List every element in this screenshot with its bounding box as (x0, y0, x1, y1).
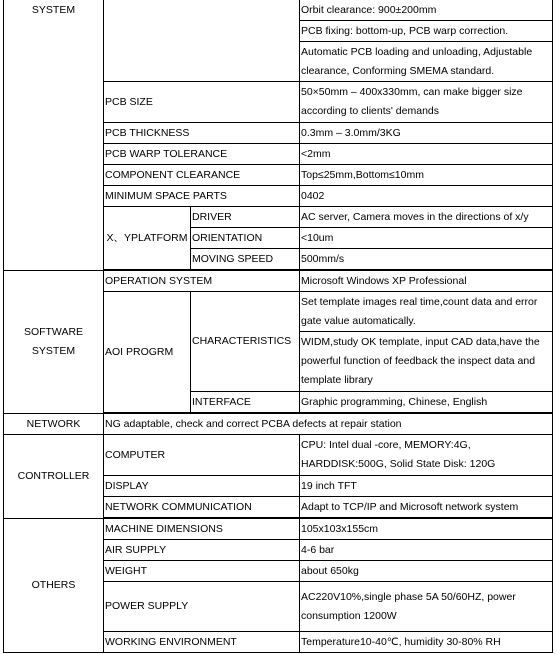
environment-value: Temperature10-40℃, humidity 30-80% RH (300, 632, 553, 653)
power-supply-label: POWER SUPPLY (104, 582, 300, 632)
pcb-fixing-value: PCB fixing: bottom-up, PCB warp correction. (300, 21, 553, 42)
air-supply-label: AIR SUPPLY (104, 540, 300, 561)
os-label: OPERATION SYSTEM (104, 271, 300, 292)
table-row (4, 0, 553, 21)
min-space-value: 0402 (300, 186, 553, 207)
pcb-size-label: PCB SIZE (104, 82, 300, 123)
computer-value: CPU: Intel dual -core, MEMORY:4G, HARDDISK:500G, Solid State Disk: 120G (300, 435, 553, 476)
category-system: SYSTEM (4, 0, 104, 271)
driver-label: DRIVER (191, 207, 300, 228)
table-row (4, 271, 553, 292)
auto-loading-value: Automatic PCB loading and unloading, Adjustable clearance, Conforming SMEMA standard. (300, 42, 553, 82)
net-comm-value: Adapt to TCP/IP and Microsoft network system (300, 497, 553, 518)
table-row (4, 519, 553, 540)
pcb-warp-value: <2mm (300, 144, 553, 165)
orbit-clearance-value: Orbit clearance: 900±200mm (300, 0, 553, 21)
dimensions-label: MACHINE DIMENSIONS (104, 519, 300, 540)
category-others: OTHERS (4, 519, 104, 653)
interface-label: INTERFACE (191, 392, 300, 413)
empty-cell (104, 0, 300, 82)
air-supply-value: 4-6 bar (300, 540, 553, 561)
min-space-label: MINIMUM SPACE PARTS (104, 186, 300, 207)
weight-label: WEIGHT (104, 561, 300, 582)
environment-label: WORKING ENVIRONMENT (104, 632, 300, 653)
pcb-thickness-label: PCB THICKNESS (104, 123, 300, 144)
os-value: Microsoft Windows XP Professional (300, 271, 553, 292)
driver-value: AC server, Camera moves in the directions of x/y (300, 207, 553, 228)
network-value: NG adaptable, check and correct PCBA defects at repair station (104, 414, 553, 435)
spec-table (3, 0, 553, 653)
component-clearance-value: Top≤25mm,Bottom≤10mm (300, 165, 553, 186)
power-supply-value: AC220V10%,single phase 5A 50/60HZ, power consumption 1200W (300, 582, 553, 632)
table-row (4, 435, 553, 476)
category-software (4, 271, 104, 414)
characteristics-value-1: Set template images real time,count data and error gate value automatically. (300, 292, 553, 332)
table-row (4, 414, 553, 435)
display-value: 19 inch TFT (300, 476, 553, 497)
net-comm-label: NETWORK COMMUNICATION (104, 497, 300, 518)
pcb-thickness-value: 0.3mm – 3.0mm/3KG (300, 123, 553, 144)
interface-value: Graphic programming, Chinese, English (300, 392, 553, 413)
component-clearance-label: COMPONENT CLEARANCE (104, 165, 300, 186)
computer-label: COMPUTER (104, 435, 300, 476)
orientation-value: <10um (300, 228, 553, 249)
software-label-line2: SYSTEM (31, 345, 76, 357)
weight-value: about 650kg (300, 561, 553, 582)
software-label-line1: SOFTWARE (23, 326, 84, 338)
orientation-label: ORIENTATION (191, 228, 300, 249)
moving-speed-label: MOVING SPEED (191, 249, 300, 270)
characteristics-label: CHARACTERISTICS (191, 292, 300, 392)
dimensions-value: 105x103x155cm (300, 519, 553, 540)
moving-speed-value: 500mm/s (300, 249, 553, 270)
pcb-warp-label: PCB WARP TOLERANCE (104, 144, 300, 165)
aoi-label: AOI PROGRM (104, 292, 191, 413)
display-label: DISPLAY (104, 476, 300, 497)
category-network: NETWORK (4, 414, 104, 435)
pcb-size-value: 50×50mm – 400x330mm, can make bigger size according to clients' demands (300, 82, 553, 123)
category-controller: CONTROLLER (4, 435, 104, 519)
characteristics-value-2: WIDM,study OK template, input CAD data,have the powerful function of feedback the inspect data and template library (300, 332, 553, 392)
platform-label: X、YPLATFORM (104, 207, 191, 270)
